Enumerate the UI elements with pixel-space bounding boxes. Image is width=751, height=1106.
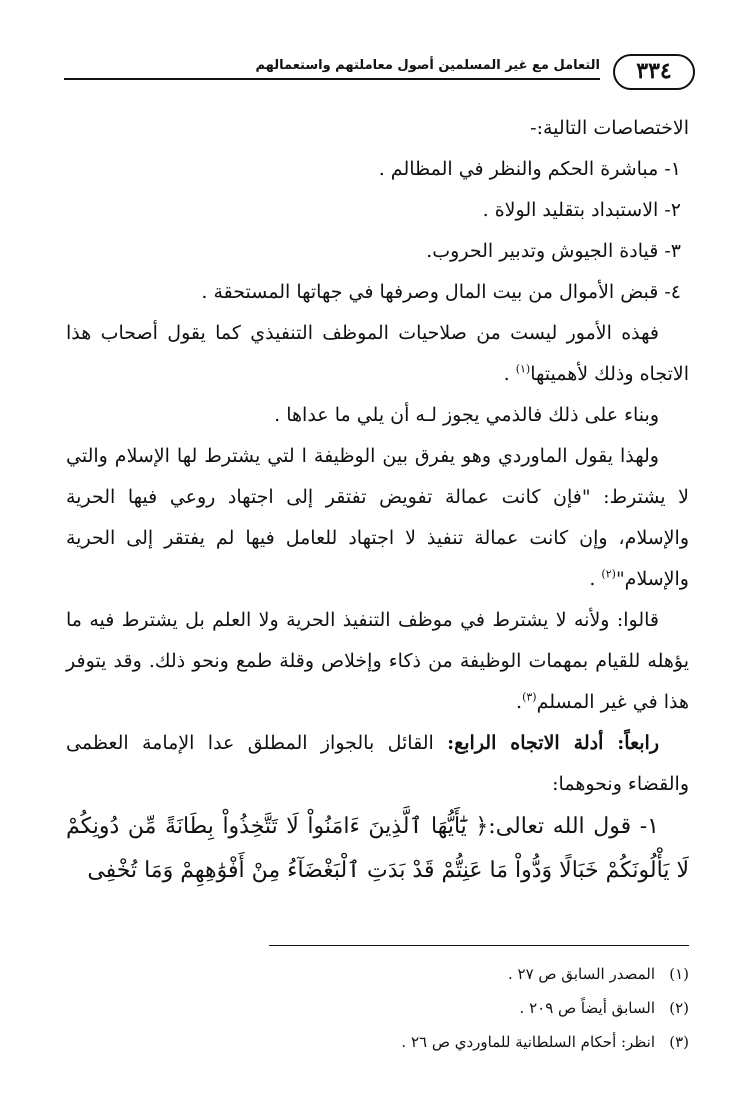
paragraph-3-end: . (589, 568, 602, 590)
footnote-ref-1: (١) (515, 362, 531, 376)
paragraph-6 (66, 805, 689, 893)
paragraph-1-text: فهذه الأمور ليست من صلاحيات الموظف التنفيذي كما يقول أصحاب هذا الاتجاه وذلك لأهميتها (66, 322, 689, 385)
footnote-text: انظر: أحكام السلطانية للماوردي ص ٢٦ . (401, 1033, 655, 1051)
paragraph-5 (66, 723, 689, 805)
footnote-text: السابق أيضاً ص ٢٠٩ . (519, 999, 655, 1017)
paragraph-4-text: قالوا: ولأنه لا يشترط في موظف التنفيذ الحرية ولا العلم بل يشترط فيه ما يؤهله للقيام بمهمات الوظيفة من ذكاء وإخلاص وقلة طمع ونحو ذلك. وقد يتوفر هذا في غير المسلم (66, 609, 689, 713)
footnote-number: (١) (669, 965, 689, 983)
footnote-number: (٢) (669, 999, 689, 1017)
intro-line: الاختصاصات التالية:- (530, 117, 689, 139)
footnote-ref-2: (٢) (601, 567, 616, 581)
page-header (64, 54, 695, 94)
quran-intro: ١- قول الله تعالى:﴿ (475, 814, 659, 839)
footnote-2 (66, 991, 689, 1025)
running-title: التعامل مع غير المسلمين أصول معاملتهم واستعمالهم (255, 58, 600, 73)
list-item-1: ١- مباشرة الحكم والنظر في المظالم . (378, 158, 681, 180)
quran-verse: يَٰٓأَيُّهَا ٱلَّذِينَ ءَامَنُواْ لَا تَتَّخِذُواْ بِطَانَةً مِّن دُونِكُمْ لَا يَأْلُونَكُمْ خَبَالًا وَدُّواْ مَا عَنِتُّمْ قَدْ بَدَتِ ٱلْبَغْضَآءُ مِنْ أَفْوَٰهِهِمْ وَمَا تُخْفِى (66, 814, 689, 883)
paragraph-3 (66, 436, 689, 600)
footnote-number: (٣) (669, 1033, 689, 1051)
paragraph-2: وبناء على ذلك فالذمي يجوز لـه أن يلي ما عداها . (274, 404, 659, 426)
page-number: ٣٣٤ (613, 54, 695, 90)
footnotes (66, 957, 689, 1059)
footnote-3 (66, 1025, 689, 1059)
list-item-4: ٤- قبض الأموال من بيت المال وصرفها في جهاتها المستحقة . (201, 281, 681, 303)
paragraph-4-end: . (516, 691, 523, 713)
footnote-ref-3: (٣) (522, 690, 537, 704)
paragraph-1-end: . (503, 363, 516, 385)
list-item-3: ٣- قيادة الجيوش وتدبير الحروب. (426, 240, 681, 262)
paragraph-3-text: ولهذا يقول الماوردي وهو يفرق بين الوظيفة ا لتي يشترط لها الإسلام والتي لا يشترط: "فإن كانت عمالة تفويض تفتقر إلى اجتهاد روعي فيها الحرية والإسلام، وإن كانت عمالة تنفيذ لا اجتهاد للعامل فيها لم يفتقر إلى الحرية والإسلام" (66, 445, 689, 590)
paragraph-5-text: القائل بالجواز المطلق عدا الإمامة العظمى والقضاء ونحوهما: (66, 732, 689, 795)
footnote-1 (66, 957, 689, 991)
section-heading: رابعاً: أدلة الاتجاه الرابع: (447, 732, 659, 754)
footnote-text: المصدر السابق ص ٢٧ . (507, 965, 655, 983)
footnote-rule (269, 945, 689, 946)
paragraph-1 (66, 313, 689, 395)
paragraph-4 (66, 600, 689, 723)
list-item-2: ٢- الاستبداد بتقليد الولاة . (482, 199, 681, 221)
page-body (66, 108, 689, 893)
header-rule (64, 78, 600, 80)
